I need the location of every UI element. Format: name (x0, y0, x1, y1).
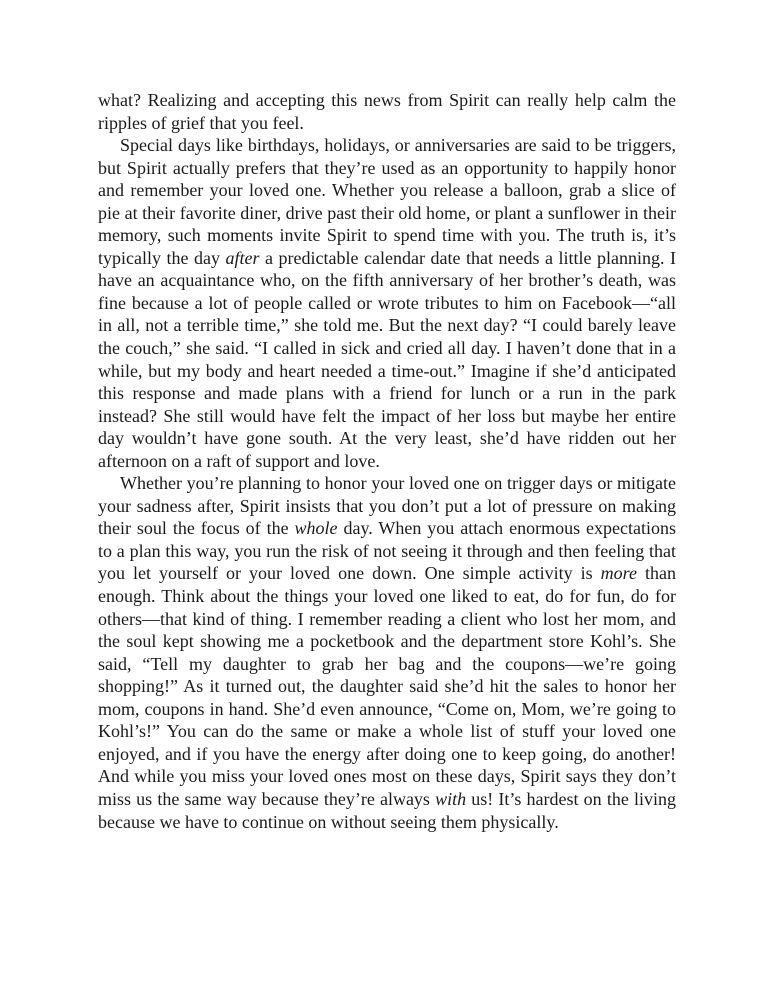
paragraph-text: what? Realizing and accepting this news from Spirit can really help calm the ripples of grief that you feel. (98, 90, 676, 133)
document-page (98, 89, 676, 833)
emphasis-text: with (435, 788, 467, 809)
paragraph-text: us! It’s hardest on the living because we have to continue on without seeing them physically. (98, 788, 676, 832)
emphasis-text: after (225, 247, 260, 268)
emphasis-text: more (600, 563, 637, 584)
paragraph (98, 472, 676, 833)
emphasis-text: whole (294, 518, 338, 539)
paragraph (98, 134, 676, 472)
paragraph-text: Special days like birthdays, holidays, or anniversaries are said to be triggers, but Spirit actually prefers that they’re used as an opportunity to happily honor and remember your loved one. Whether you release a balloon, grab a slice of pie at their favorite diner, drive past their old home, or plant a sunflower in their memory, such moments invite Spirit to spend time with you. The truth is, it’s typically the day (98, 135, 676, 268)
paragraph-text: a predictable calendar date that needs a little planning. I have an acquaintance who, on the fifth anniversary of her brother’s death, was fine because a lot of people called or wrote tributes to him on Facebook—“all in all, not a terrible time,” she told me. But the next day? “I could barely leave the couch,” she said. “I called in sick and cried all day. I haven’t done that in a while, but my body and heart needed a time-out.” Imagine if she’d anticipated this response and made plans with a friend for lunch or a run in the park instead? She still would have felt the impact of her loss but maybe her entire day wouldn’t have gone south. At the very least, she’d have ridden out her afternoon on a raft of support and love. (98, 247, 676, 471)
paragraph (98, 89, 676, 134)
paragraph-text: day. When you attach enormous expectations to a plan this way, you run the risk of not seeing it through and then feeling that you let yourself or your loved one down. One simple activity is (98, 518, 676, 584)
paragraph-text: than enough. Think about the things your loved one liked to eat, do for fun, do for others—that kind of thing. I remember reading a client who lost her mom, and the soul kept showing me a pocketbook and the department store Kohl’s. She said, “Tell my daughter to grab her bag and the coupons—we’re going shopping!” As it turned out, the daughter said she’d hit the sales to honor her mom, coupons in hand. She’d even announce, “Come on, Mom, we’re going to Kohl’s!” You can do the same or make a whole list of stuff your loved one enjoyed, and if you have the energy after doing one to keep going, do another! And while you miss your loved ones most on these days, Spirit says they don’t miss us the same way because they’re always (98, 563, 676, 809)
paragraph-text: Whether you’re planning to honor your loved one on trigger days or mitigate your sadness after, Spirit insists that you don’t put a lot of pressure on making their soul the focus of the (98, 473, 676, 539)
